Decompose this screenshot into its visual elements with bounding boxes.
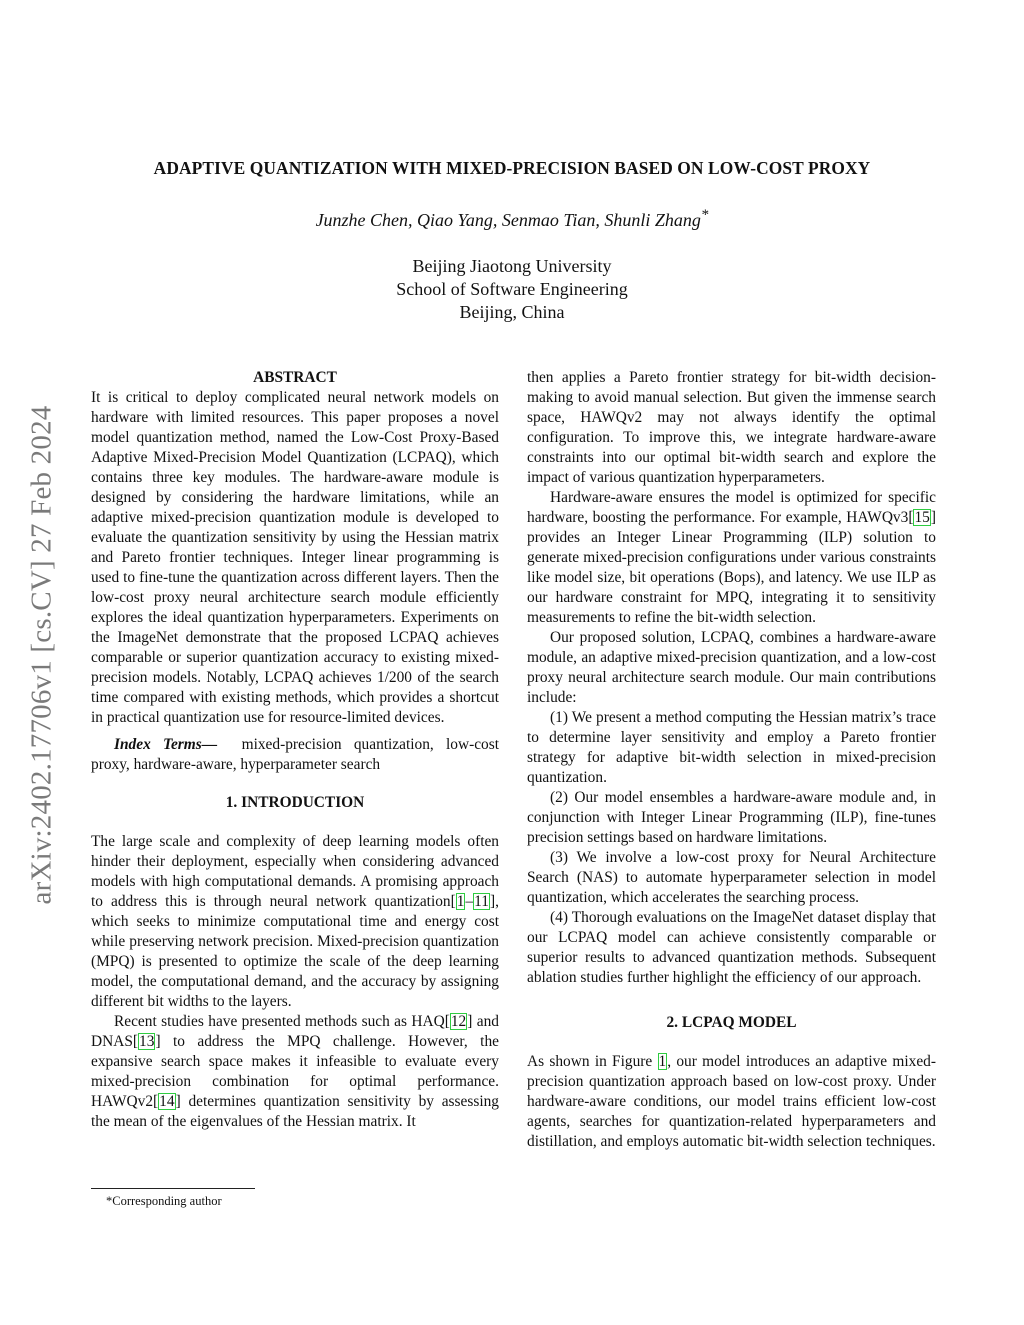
citation-link[interactable]: 11 [474, 893, 489, 910]
abstract-heading: ABSTRACT [253, 369, 337, 386]
section2-text-a: As shown in Figure [527, 1053, 658, 1070]
section2-text-b: , our model introduces an adaptive mixed-precision quantization approach based on low-cost proxy. Under hardware-aware conditions, our model trains efficient low-cost agents, searches for quantization-related hyperparameters and distillation, and employs automatic bit-width selection techniques. [527, 1053, 937, 1150]
citation-link[interactable]: 14 [159, 1093, 175, 1110]
right-paragraph-3: Our proposed solution, LCPAQ, combines a hardware-aware module, an adaptive mixed-precision quantization, and a low-cost proxy neural architecture search module. Our main contributions include: [527, 629, 936, 706]
intro-p1-text-b: , which seeks to minimize computational time and energy cost while preserving network precision. Mixed-precision quantization (MPQ) is presented to optimize the scale of the deep learning model, the computational demand, and the accuracy by assigning different bit widths to the layers. [91, 893, 499, 1010]
arxiv-identifier [12, 355, 72, 955]
contribution-2: (2) Our model ensembles a hardware-aware module and, in conjunction with Integer Linear Programming (ILP), fine-tunes precision settings based on hardware limitations. [527, 789, 936, 846]
intro-p1-text-a: The large scale and complexity of deep learning models often hinder their deployment, especially when considering advanced models with high computational demands. A promising approach to address this is through neural network quantization [91, 833, 499, 910]
intro-p2-text-c: to address the MPQ challenge. However, the expansive search space makes it infeasible to evaluate every mixed-precision combination for optimal performance. HAWQv2 [91, 1033, 499, 1110]
citation-link[interactable]: 13 [139, 1033, 155, 1050]
arxiv-identifier-text: arXiv:2402.17706v1 [cs.CV] 27 Feb 2024 [25, 405, 58, 905]
affiliation-location: Beijing, China [459, 302, 565, 322]
right-paragraph-2: Hardware-aware ensures the model is optimized for specific hardware, boosting the performance. For example, HAWQv3[15] provides an Integer Linear Programming (ILP) solution to generate mixed-precision configurations under various constraints like model size, bit operations (Bops), and latency. We use ILP as our hardware constraint for MPQ, integrating it to sensitivity measurements to refine the bit-width selection. [527, 489, 936, 626]
index-terms-label: Index Terms— [114, 736, 218, 753]
citation-link[interactable]: 1 [456, 893, 465, 910]
corresponding-mark: * [700, 207, 709, 223]
contribution-4: (4) Thorough evaluations on the ImageNet dataset display that our LCPAQ model can achieve consistently comparable or superior results to advanced quantization methods. Subsequent ablation studies further highlight the efficiency of our approach. [527, 909, 936, 986]
intro-p2-text-d: determines quantization sensitivity by assessing the mean of the eigenvalues of the Hessian matrix. It [91, 1093, 499, 1130]
intro-paragraph-2: Recent studies have presented methods such as HAQ[12] and DNAS[13] to address the MPQ challenge. However, the expansive search space makes it infeasible to evaluate every mixed-precision combination for optimal performance. HAWQv2[14] determines quantization sensitivity by assessing the mean of the eigenvalues of the Hessian matrix. It [91, 1013, 499, 1130]
affiliation-school: School of Software Engineering [396, 279, 628, 299]
right-p2-text-a: Hardware-aware ensures the model is optimized for specific hardware, boosting the performance. For example, HAWQv3 [527, 489, 936, 526]
right-column [527, 368, 936, 1152]
intro-paragraph-1: The large scale and complexity of deep learning models often hinder their deployment, especially when considering advanced models with high computational demands. A promising approach to address this is through neural network quantization[1–11], which seeks to minimize computational time and energy cost while preserving network precision. Mixed-precision quantization (MPQ) is presented to optimize the scale of the deep learning model, the computational demand, and the accuracy by assigning different bit widths to the layers. [91, 833, 499, 1010]
contribution-1: (1) We present a method computing the Hessian matrix’s trace to determine layer sensitivity and employ a Pareto frontier strategy for adaptive bit-width selection in mixed-precision quantization. [527, 709, 936, 786]
intro-p2-text-b: and DNAS [91, 1013, 499, 1050]
citation-link[interactable]: 15 [914, 509, 930, 526]
figure-link[interactable]: 1 [658, 1053, 667, 1070]
intro-p2-text-a: Recent studies have presented methods such as HAQ [114, 1013, 445, 1030]
index-terms-text: mixed-precision quantization, low-cost proxy, hardware-aware, hyperparameter search [91, 736, 499, 773]
citation-link[interactable]: 12 [450, 1013, 467, 1030]
citation-range-sep: – [465, 893, 474, 910]
paper-title: ADAPTIVE QUANTIZATION WITH MIXED-PRECISION BASED ON LOW-COST PROXY [153, 158, 871, 178]
section2-paragraph [527, 1052, 936, 1152]
right-paragraph-1: then applies a Pareto frontier strategy for bit-width decision-making to avoid manual selection. But given the immense search space, HAWQv2 may not always identify the optimal configuration. To improve this, we integrate hardware-aware constraints into our optimal bit-width search and explore the impact of various quantization hyperparameters. [527, 369, 936, 486]
affiliation-university: Beijing Jiaotong University [412, 256, 612, 276]
right-p2-text-b: provides an Integer Linear Programming (ILP) solution to generate mixed-precision configurations under various constraints like model size, bit operations (Bops), and latency. We use ILP as our hardware constraint for MPQ, integrating it to sensitivity measurements to refine the bit-width selection. [527, 529, 936, 626]
index-terms [91, 735, 499, 775]
footnote: *Corresponding author [106, 1194, 222, 1208]
footnote-rule [91, 1188, 255, 1189]
author-list [60, 207, 964, 231]
intro-heading: 1. INTRODUCTION [225, 794, 365, 811]
abstract-text: It is critical to deploy complicated neural network models on hardware with limited resources. This paper proposes a novel model quantization method, named the Low-Cost Proxy-Based Adaptive Mixed-Precision Model Quantization (LCPAQ), which contains three key modules. The hardware-aware module is designed by considering the hardware limitations, while an adaptive mixed-precision quantization module is developed to evaluate the quantization sensitivity by using the Hessian matrix and Pareto frontier techniques. Integer linear programming is used to fine-tune the quantization across different layers. Then the low-cost proxy neural architecture search module efficiently explores the ideal quantization hyperparameters. Experiments on the ImageNet demonstrate that the proposed LCPAQ achieves comparable or superior quantization accuracy to existing mixed-precision models. Notably, LCPAQ achieves 1/200 of the search time compared with existing methods, which provides a shortcut in practical quantization use for resource-limited devices. [91, 389, 499, 726]
left-column [91, 368, 499, 1132]
contribution-3: (3) We involve a low-cost proxy for Neural Architecture Search (NAS) to automate hyperparameter selection in model quantization, which accelerates the searching process. [527, 849, 936, 906]
section2-heading: 2. LCPAQ MODEL [666, 1014, 797, 1031]
author-names: Junzhe Chen, Qiao Yang, Senmao Tian, Shunli Zhang [315, 210, 701, 230]
affiliation [60, 255, 964, 324]
